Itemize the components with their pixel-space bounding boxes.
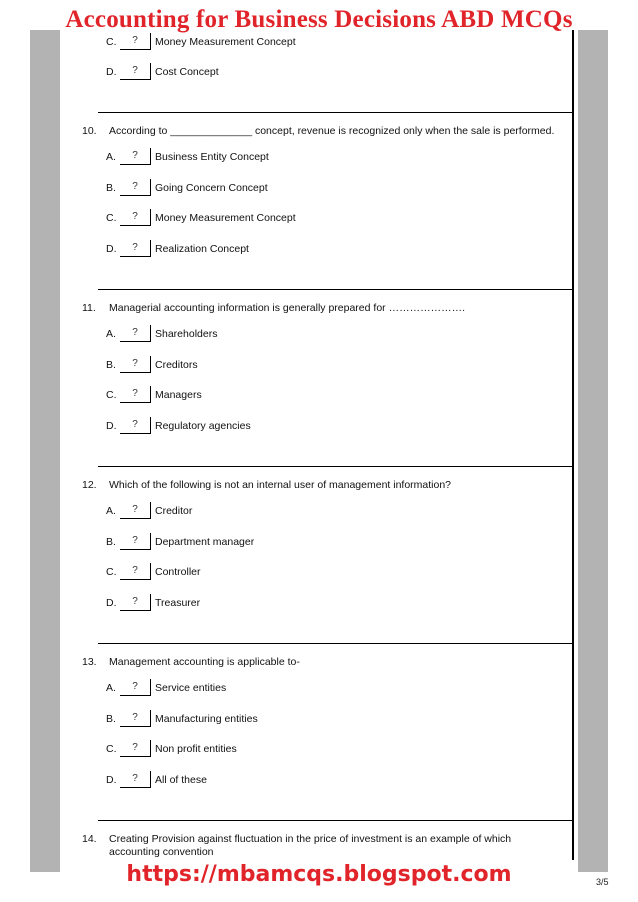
- option-11a[interactable]: [106, 325, 526, 345]
- option-text: Cost Concept: [155, 66, 219, 78]
- answer-box[interactable]: ?: [120, 33, 151, 50]
- question-number: 14.: [82, 833, 97, 845]
- option-letter: D.: [106, 66, 117, 78]
- option-letter: A.: [106, 505, 116, 517]
- option-13a[interactable]: [106, 679, 526, 699]
- option-text: Non profit entities: [155, 743, 237, 755]
- question-number: 12.: [82, 479, 97, 491]
- question-text: According to ______________ concept, revenue is recognized only when the sale is performed.: [109, 125, 555, 137]
- option-text: All of these: [155, 774, 207, 786]
- option-12d[interactable]: [106, 594, 526, 614]
- option-text: Realization Concept: [155, 243, 249, 255]
- option-letter: D.: [106, 420, 117, 432]
- option-13c[interactable]: [106, 740, 526, 760]
- answer-box[interactable]: ?: [120, 386, 151, 403]
- question-separator: [98, 112, 574, 113]
- option-text: Money Measurement Concept: [155, 212, 296, 224]
- answer-box[interactable]: ?: [120, 63, 151, 80]
- answer-box[interactable]: ?: [120, 533, 151, 550]
- option-letter: C.: [106, 36, 117, 48]
- question-number: 11.: [82, 302, 96, 314]
- option-10d[interactable]: [106, 240, 526, 260]
- question-text: Managerial accounting information is generally prepared for ………………….: [109, 302, 465, 314]
- question-separator: [98, 643, 574, 644]
- page-number: 3/5: [596, 877, 609, 887]
- answer-box[interactable]: ?: [120, 240, 151, 257]
- option-text: Going Concern Concept: [155, 182, 268, 194]
- option-13b[interactable]: [106, 710, 526, 730]
- answer-box[interactable]: ?: [120, 710, 151, 727]
- option-text: Shareholders: [155, 328, 218, 340]
- option-12c[interactable]: [106, 563, 526, 583]
- question-separator: [98, 466, 574, 467]
- answer-box[interactable]: ?: [120, 679, 151, 696]
- answer-box[interactable]: ?: [120, 563, 151, 580]
- option-text: Treasurer: [155, 597, 201, 609]
- option-letter: D.: [106, 597, 117, 609]
- answer-box[interactable]: ?: [120, 148, 151, 165]
- option-letter: A.: [106, 682, 116, 694]
- answer-box[interactable]: ?: [120, 356, 151, 373]
- answer-box[interactable]: ?: [120, 771, 151, 788]
- option-text: Controller: [155, 566, 201, 578]
- left-gray-margin: [30, 30, 60, 872]
- question-text: Which of the following is not an internal user of management information?: [109, 479, 452, 491]
- option-letter: D.: [106, 774, 117, 786]
- option-text: Money Measurement Concept: [155, 36, 296, 48]
- option-letter: A.: [106, 151, 116, 163]
- option-10b[interactable]: [106, 179, 526, 199]
- right-gray-margin: [578, 30, 608, 872]
- option-12b[interactable]: [106, 533, 526, 553]
- answer-box[interactable]: ?: [120, 417, 151, 434]
- option-10a[interactable]: [106, 148, 526, 168]
- option-letter: B.: [106, 359, 116, 371]
- option-11d[interactable]: [106, 417, 526, 437]
- option-text: Managers: [155, 389, 202, 401]
- question-separator: [98, 820, 574, 821]
- option-text: Business Entity Concept: [155, 151, 269, 163]
- option-text: Regulatory agencies: [155, 420, 251, 432]
- option-letter: C.: [106, 212, 117, 224]
- option-letter: C.: [106, 566, 117, 578]
- option-letter: C.: [106, 743, 117, 755]
- option-letter: D.: [106, 243, 117, 255]
- answer-box[interactable]: ?: [120, 740, 151, 757]
- answer-box[interactable]: ?: [120, 502, 151, 519]
- question-number: 10.: [82, 125, 97, 137]
- answer-box[interactable]: ?: [120, 325, 151, 342]
- answer-box[interactable]: ?: [120, 594, 151, 611]
- option-letter: B.: [106, 536, 116, 548]
- question-text: Management accounting is applicable to-: [109, 656, 300, 668]
- option-text: Manufacturing entities: [155, 713, 258, 725]
- option-text: Creditors: [155, 359, 198, 371]
- answer-box[interactable]: ?: [120, 209, 151, 226]
- question-separator: [98, 289, 574, 290]
- option-text: Service entities: [155, 682, 227, 694]
- option-text: Creditor: [155, 505, 193, 517]
- option-letter: A.: [106, 328, 116, 340]
- footer-url[interactable]: https://mbamcqs.blogspot.com: [126, 862, 512, 887]
- page-right-rule: [572, 30, 574, 860]
- option-12a[interactable]: [106, 502, 526, 522]
- page-header-title: Accounting for Business Decisions ABD MCQs: [65, 6, 573, 33]
- option-letter: C.: [106, 389, 117, 401]
- option-letter: B.: [106, 713, 116, 725]
- answer-box[interactable]: ?: [120, 179, 151, 196]
- option-9c[interactable]: [106, 33, 526, 53]
- option-13d[interactable]: [106, 771, 526, 791]
- option-9d[interactable]: [106, 63, 526, 83]
- option-text: Department manager: [155, 536, 255, 548]
- option-letter: B.: [106, 182, 116, 194]
- option-11b[interactable]: [106, 356, 526, 376]
- option-11c[interactable]: [106, 386, 526, 406]
- option-10c[interactable]: [106, 209, 526, 229]
- question-text: Creating Provision against fluctuation in the price of investment is an example of which accounting convention: [109, 833, 512, 858]
- question-number: 13.: [82, 656, 97, 668]
